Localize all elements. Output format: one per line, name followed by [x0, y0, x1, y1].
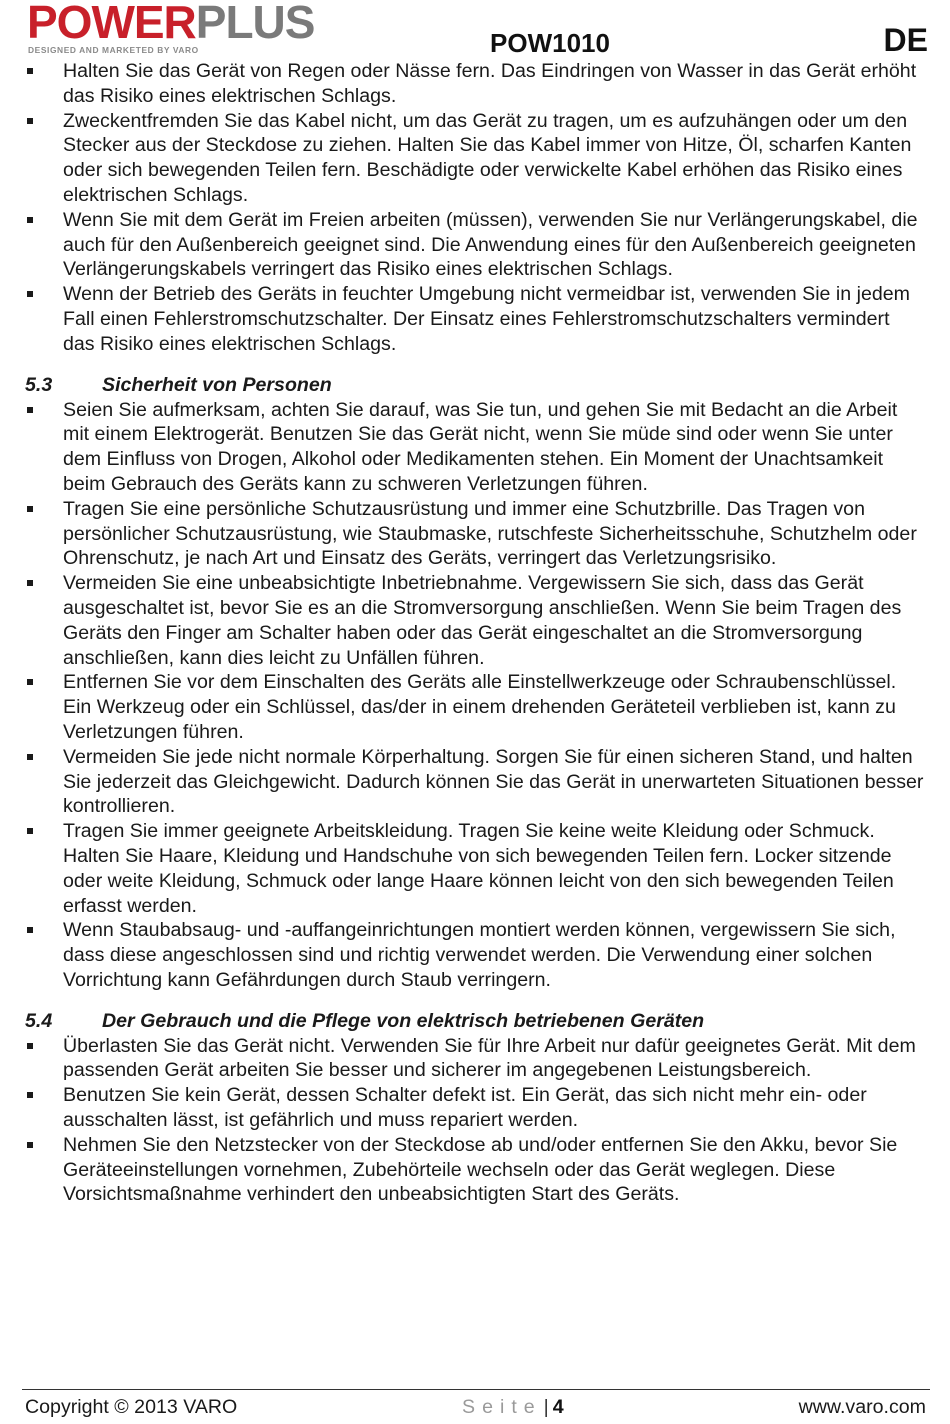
section-number: 5.4 — [25, 1009, 53, 1032]
bullet-icon — [27, 291, 33, 297]
page-header — [0, 0, 950, 62]
list-item — [25, 745, 925, 819]
list-item-text: Überlasten Sie das Gerät nicht. Verwenden Sie für Ihre Arbeit nur dafür geeignetes Gerät. Mit dem passenden Gerät arbeiten Sie besser und sicherer im angegebenen Leistungsbereich. — [63, 1034, 916, 1082]
list-item-text: Halten Sie das Gerät von Regen oder Nässe fern. Das Eindringen von Wasser in das Gerät erhöht das Risiko eines elektrischen Schlags. — [63, 60, 917, 107]
bullet-icon — [27, 1043, 33, 1049]
list-item — [25, 497, 925, 571]
list-item-text: Wenn der Betrieb des Geräts in feuchter Umgebung nicht vermeidbar ist, verwenden Sie in jedem Fall einen Fehlerstromschutzschalter. Der Einsatz eines Fehlerstromschutzschalters vermindert das Risiko eines elektrischen Schlags. — [63, 283, 910, 355]
bullet-icon — [27, 679, 33, 685]
section-heading-5-4 — [25, 1009, 925, 1034]
bullet-icon — [27, 407, 33, 413]
footer-divider — [22, 1389, 930, 1390]
list-item — [25, 282, 925, 356]
intro-list — [25, 59, 925, 357]
language-code: DE — [883, 22, 928, 58]
list-item-text: Vermeiden Sie jede nicht normale Körperhaltung. Sorgen Sie für einen sicheren Stand, und halten Sie jederzeit das Gleichgewicht. Dadurch können Sie das Gerät in unerwarteten Situationen besser kontrollieren. — [63, 745, 924, 818]
section-title-text: Der Gebrauch und die Pflege von elektrisch betriebenen Geräten — [102, 1009, 705, 1032]
list-item-text: Nehmen Sie den Netzstecker von der Steckdose ab und/oder entfernen Sie den Akku, bevor Sie Geräteeinstellungen vornehmen, Zubehörteile wechseln oder das Gerät weglegen. Diese Vorsichtsmaßnahme verhindert den unbeabsichtigten Start des Geräts. — [63, 1133, 898, 1206]
page-label: Seite — [462, 1396, 542, 1418]
bullet-icon — [27, 68, 33, 74]
list-item-text: Benutzen Sie kein Gerät, dessen Schalter defekt ist. Ein Gerät, das sich nicht mehr ein- oder ausschalten lässt, ist gefährlich und muss repariert werden. — [63, 1084, 867, 1132]
list-item — [25, 208, 925, 282]
logo-tagline: DESIGNED AND MARKETED BY VARO — [28, 45, 199, 55]
website-url: www.varo.com — [798, 1396, 926, 1418]
logo-power-text: POWER — [27, 0, 196, 48]
document-body — [25, 59, 925, 1207]
list-item-text: Tragen Sie eine persönliche Schutzausrüstung und immer eine Schutzbrille. Das Tragen von persönlicher Schutzausrüstung, wie Staubmaske, rutschfeste Sicherheitsschuhe, Schutzhelm oder Ohrenschutz, je nach Art und Einsatz des Geräts, verringert das Verletzungsrisiko. — [63, 497, 917, 570]
list-item-text: Wenn Staubabsaug- und -auffangeinrichtungen montiert werden können, vergewissern Sie sich, dass diese angeschlossen sind und richtig verwendet werden. Die Verwendung einer solchen Vorrichtung kann Gefährdungen durch Staub verringern. — [63, 919, 896, 991]
list-item — [25, 670, 925, 744]
list-item-text: Seien Sie aufmerksam, achten Sie darauf, was Sie tun, und gehen Sie mit Bedacht an die Arbeit mit einem Elektrogerät. Benutzen Sie das Gerät nicht, wenn Sie müde sind oder wenn Sie unter dem Einfluss von Drogen, Alkohol oder Medikamenten stehen. Ein Moment der Unachtsamkeit beim Gebrauch des Geräts kann zu schweren Verletzungen führen. — [63, 398, 898, 495]
powerplus-logo — [27, 0, 382, 55]
list-item-text: Tragen Sie immer geeignete Arbeitskleidung. Tragen Sie keine weite Kleidung oder Schmuck. Halten Sie Haare, Kleidung und Handschuhe von sich bewegenden Teilen fern. Locker sitzende oder weite Kleidung, Schmuck oder lange Haare können leicht von den sich bewegenden Teilen erfasst werden. — [63, 820, 894, 917]
page-footer — [22, 1394, 926, 1420]
list-item — [25, 1133, 925, 1207]
bullet-icon — [27, 1092, 33, 1098]
section-title-text: Sicherheit von Personen — [102, 373, 332, 396]
page-separator: | — [543, 1396, 549, 1418]
section-5-4-list — [25, 1034, 925, 1208]
list-item-text: Entfernen Sie vor dem Einschalten des Geräts alle Einstellwerkzeuge oder Schraubenschlüssel. Ein Werkzeug oder ein Schlüssel, das/der in einem drehenden Geräteteil verblieben ist, kann zu Verletzungen führen. — [63, 671, 897, 743]
list-item — [25, 1034, 925, 1084]
bullet-icon — [27, 828, 33, 834]
list-item — [25, 571, 925, 670]
bullet-icon — [27, 506, 33, 512]
bullet-icon — [27, 927, 33, 933]
list-item-text: Vermeiden Sie eine unbeabsichtigte Inbetriebnahme. Vergewissern Sie sich, dass das Gerät ausgeschaltet ist, bevor Sie es an die Stromversorgung anschließen. Wenn Sie beim Tragen des Geräts den Finger am Schalter haben oder das Gerät eingeschaltet an die Stromversorgung anschließen, kann dies leicht zu Unfällen führen. — [63, 572, 902, 669]
list-item — [25, 819, 925, 918]
page-indicator — [462, 1394, 564, 1420]
logo-wordmark — [27, 0, 315, 48]
bullet-icon — [27, 1142, 33, 1148]
section-5-3-list — [25, 398, 925, 993]
logo-plus-text: PLUS — [195, 0, 315, 48]
bullet-icon — [27, 754, 33, 760]
bullet-icon — [27, 217, 33, 223]
section-heading-5-3 — [25, 373, 925, 398]
bullet-icon — [27, 580, 33, 586]
section-number: 5.3 — [25, 373, 53, 396]
copyright-text: Copyright © 2013 VARO — [25, 1396, 238, 1418]
list-item — [25, 59, 925, 109]
list-item-text: Wenn Sie mit dem Gerät im Freien arbeiten (müssen), verwenden Sie nur Verlängerungskabel, die auch für den Außenbereich geeignet sind. Die Anwendung eines für den Außenbereich geeigneten Verlängerungskabels verringert das Risiko eines elektrischen Schlags. — [63, 208, 918, 281]
list-item — [25, 1083, 925, 1133]
bullet-icon — [27, 118, 33, 124]
list-item — [25, 918, 925, 992]
model-number: POW1010 — [490, 28, 610, 58]
list-item-text: Zweckentfremden Sie das Kabel nicht, um das Gerät zu tragen, um es aufzuhängen oder um den Stecker aus der Steckdose zu ziehen. Halten Sie das Kabel immer von Hitze, Öl, scharfen Kanten oder sich bewegenden Teilen fern. Beschädigte oder verwickelte Kabel erhöhen das Risiko eines elektrischen Schlags. — [63, 109, 912, 206]
list-item — [25, 109, 925, 208]
page-number: 4 — [552, 1396, 564, 1418]
list-item — [25, 398, 925, 497]
